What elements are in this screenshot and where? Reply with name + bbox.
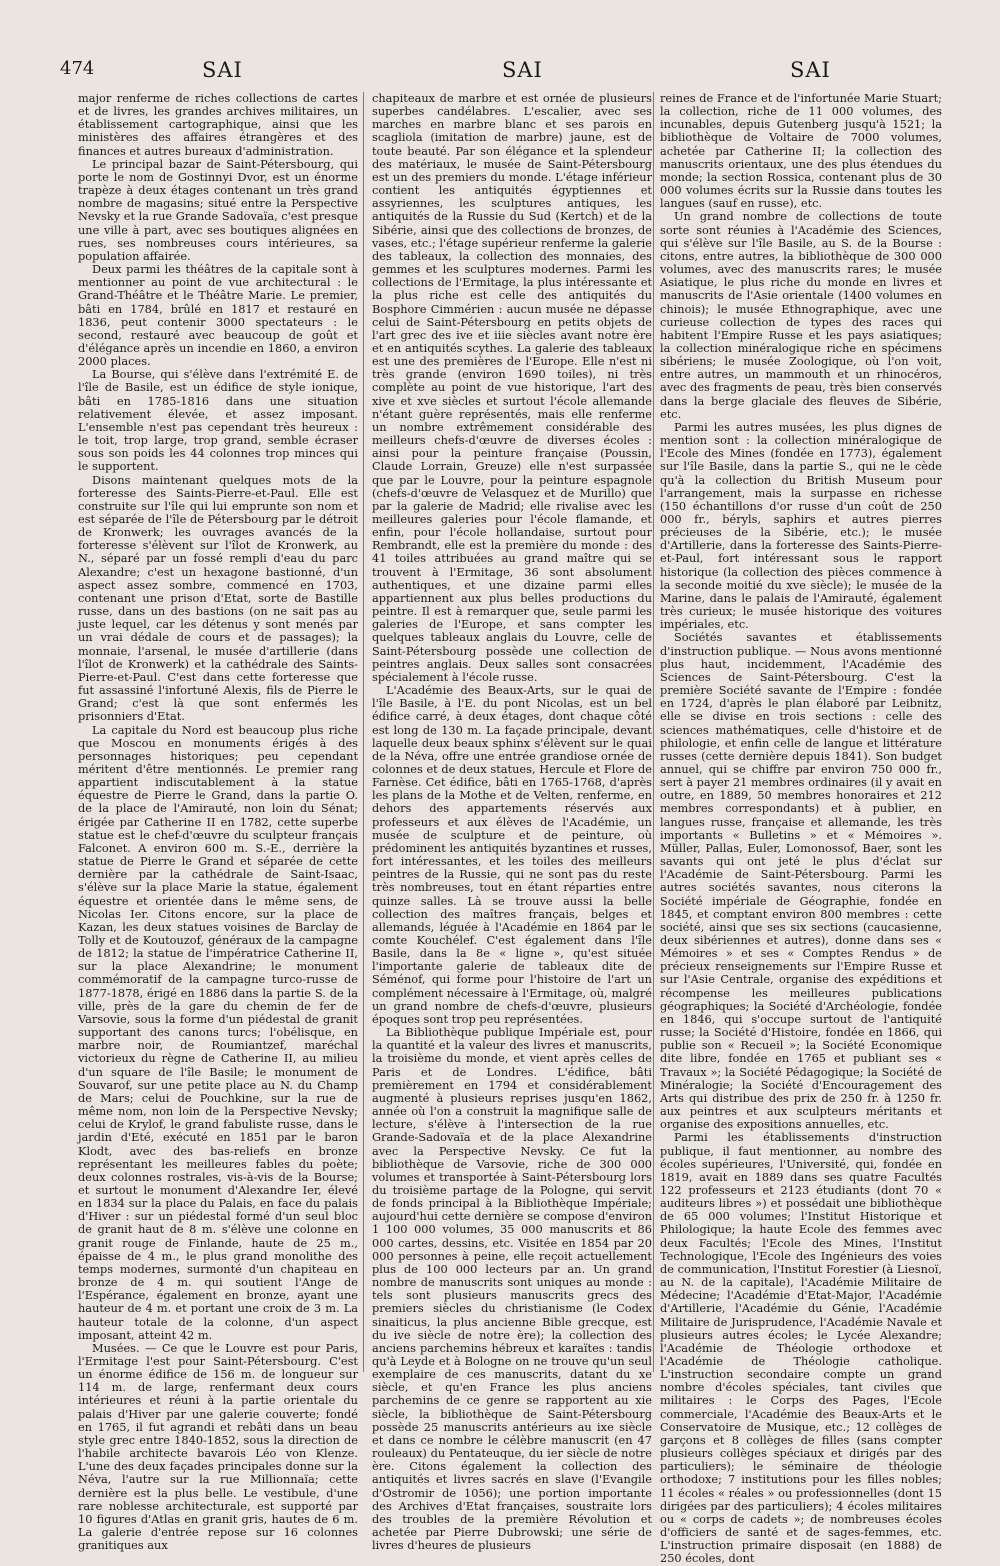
paragraph: Disons maintenant quelques mots de la forteresse des Saints-Pierre-et-Paul. Elle est construite sur l'île qui lui emprunte son nom et est séparée de l'île de Pétersbourg par le détroit de Kronwerk; les ouvrages avancés de la forteresse s'élèvent sur l'îlot de Kronwerk, au N., séparé par un fossé rempli d'eau du parc Alexandre; c'est un hexagone bastionné, d'un aspect assez sombre, commencé en 1703, contenant une prison d'Etat, sorte de Bastille russe, dans un des bastions (on ne sait pas au juste lequel, car les détenus y sont menés par un vrai dédale de cours et de passages); la monnaie, l'arsenal, le musée d'artillerie (dans l'îlot de Kronwerk) et la cathédrale des Saints-Pierre-et-Paul. C'est dans cette forteresse que fut assassiné l'infortuné Alexis, fils de Pierre le Grand; c'est là que sont enfermés les prisonniers d'Etat. [78,472,358,724]
running-header [60,50,940,90]
headword-left: SAI [202,58,243,82]
column-divider [653,92,654,1372]
paragraph: chapiteaux de marbre et est ornée de plusieurs superbes candélabres. L'escalier, avec ses marches en marbre blanc et ses parois en scagliola (imitation de marbre) jaune, est de toute beauté. Par son élégance et la splendeur des matériaux, le musée de Saint-Pétersbourg est un des premiers du monde. L'étage inférieur contient les antiquités égyptiennes et assyriennes, les sculptures antiques, les antiquités de la Russie du Sud (Kertch) et de la Sibérie, ainsi que des collections de bronzes, de vases, etc.; l'étage supérieur renferme la galerie des tableaux, la collection des monnaies, des gemmes et les sculptures modernes. Parmi les collections de l'Ermitage, la plus intéressante et la plus riche est celle des antiquités du Bosphore Cimmérien : aucun musée ne dépasse celui de Saint-Pétersbourg en petits objets de l'art grec des ive et iiie siècles avant notre ère et en antiquités scythes. La galerie des tableaux est une des premières de l'Europe. Elle n'est ni très grande (environ 1690 toiles), ni très complète au point de vue historique, l'art des xive et xve siècles et surtout l'école allemande n'étant guère représentés, mais elle renferme un nombre extrêmement considérable des meilleurs chefs-d'œuvre de diverses écoles : ainsi pour la peinture française (Poussin, Claude Lorrain, Greuze) elle n'est surpassée que par le Louvre, pour la peinture espagnole (chefs-d'œuvre de Velasquez et de Murillo) que par la galerie de Madrid; elle rivalise avec les meilleures galeries pour l'école flamande, et enfin, pour l'école hollandaise, surtout pour Rembrandt, elle est la première du monde : des 41 toiles attribuées au grand maître qui se trouvent à l'Ermitage, 36 sont absolument authentiques, et une dizaine parmi elles appartiennent aux plus belles productions du peintre. Il est à remarquer que, seule parmi les galeries de l'Europe, et sans compter les quelques tableaux anglais du Louvre, celle de Saint-Pétersbourg possède une collection de peintres anglais. Deux salles sont consacrées spécialement à l'école russe. [372,91,652,684]
paragraph: major renferme de riches collections de cartes et de livres, les grandes archives militaires, un établissement cartographique, ainsi que les ministères des affaires étrangères et des finances et autres bureaux d'administration. [78,91,358,158]
paragraph: Musées. — Ce que le Louvre est pour Paris, l'Ermitage l'est pour Saint-Pétersbourg. C'est un énorme édifice de 156 m. de longueur sur 114 m. de large, renfermant deux cours intérieures et réuni à la partie orientale du palais d'Hiver par une galerie couverte; fondé en 1765, il fut agrandi et rebâti dans un beau style grec entre 1840-1852, sous la direction de l'habile architecte bavarois Léo von Klenze. L'une des deux façades principales donne sur la Néva, l'autre sur la rue Millionnaïa; cette dernière est la plus belle. Le vestibule, d'une rare noblesse architecturale, est supporté par 10 figures d'Atlas en granit gris, hautes de 6 m. La galerie d'entrée repose sur 16 colonnes granitiques aux [78,1340,358,1553]
headword-right: SAI [790,58,831,82]
paragraph: Un grand nombre de collections de toute sorte sont réunies à l'Académie des Sciences, qui s'élève sur l'île Basile, au S. de la Bourse : citons, entre autres, la bibliothèque de 300 000 volumes, avec des manuscrits rares; le musée Asiatique, le plus riche du monde en livres et manuscrits de l'Asie orientale (1400 volumes en chinois); le musée Ethnographique, avec une curieuse collection de types des races qui habitent l'Empire Russe et les pays asiatiques; la collection minéralogique riche en spécimens sibériens; le musée Zoologique, où l'on voit, entre autres, un mammouth et un rhinocéros, avec des fragments de peau, très bien conservés dans la berge glaciale des fleuves de Sibérie, etc. [660,209,942,421]
paragraph: Sociétés savantes et établissements d'instruction publique. — Nous avons mentionné plus haut, incidemment, l'Académie des Sciences de Saint-Pétersbourg. C'est la première Société savante de l'Empire : fondée en 1724, d'après le plan élaboré par Leibnitz, elle se divise en trois sections : celle des sciences mathématiques, celle d'histoire et de philologie, et enfin celle de langue et littérature russes (cette dernière depuis 1841). Son budget annuel, qui se chiffre par environ 750 000 fr., sert à payer 21 membres ordinaires (il y avait en outre, en 1889, 50 membres honoraires et 212 membres correspondants) et à publier, en langues russe, française et allemande, les très importants « Bulletins » et « Mémoires ». Müller, Pallas, Euler, Lomonossof, Baer, sont les savants qui ont jeté le plus d'éclat sur l'Académie de Saint-Pétersbourg. Parmi les autres sociétés savantes, nous citerons la Société impériale de Géographie, fondée en 1845, et comptant environ 800 membres : cette société, ainsi que ses six sections (caucasienne, deux sibériennes et autres), donne dans ses « Mémoires » et ses « Comptes Rendus » de précieux renseignements sur l'Empire Russe et sur l'Asie Centrale, organise des expéditions et récompense les meilleures publications géographiques; la Société d'Archéologie, fondée en 1846, qui s'occupe surtout de l'antiquité russe; la Société d'Histoire, fondée en 1866, qui publie son « Recueil »; la Société Economique dite libre, fondée en 1765 et publiant ses « Travaux »; la Société Pédagogique; la Société de Minéralogie; la Société d'Encouragement des Arts qui distribue des prix de 250 fr. à 1250 fr. aux peintres et aux sculpteurs méritants et organise des expositions annuelles, etc. [660,630,942,1132]
paragraph: Parmi les établissements d'instruction publique, il faut mentionner, au nombre des écoles supérieures, l'Université, qui, fondée en 1819, avait en 1889 dans ses quatre Facultés 122 professeurs et 2123 étudiants (dont 70 « auditeurs libres ») et possédait une bibliothèque de 65 000 volumes; l'Institut Historique et Philologique; la haute Ecole des femmes avec deux Facultés; l'Ecole des Mines, l'Institut Technologique, l'Ecole des Ingénieurs des voies de communication, l'Institut Forestier (à Liesnoï, au N. de la capitale), l'Académie Militaire de Médecine; l'Académie d'Etat-Major, l'Académie d'Artillerie, l'Académie du Génie, l'Académie Militaire de Jurisprudence, l'Académie Navale et plusieurs autres écoles; le Lycée Alexandre; l'Académie de Théologie orthodoxe et l'Académie de Théologie catholique. L'instruction secondaire compte un grand nombre d'écoles spéciales, tant civiles que militaires : le Corps des Pages, l'Ecole commerciale, l'Académie des Beaux-Arts et le Conservatoire de Musique, etc.; 12 collèges de garçons et 8 collèges de filles (sans compter plusieurs collèges spéciaux et dirigés par des particuliers); le séminaire de théologie orthodoxe; 7 institutions pour les filles nobles; 11 écoles « réales » ou professionnelles (dont 15 dirigées par des particuliers); 4 écoles militaires ou « corps de cadets »; de nombreuses écoles d'officiers de santé et de sages-femmes, etc. L'instruction primaire disposait (en 1888) de 250 écoles, dont [660,1130,942,1566]
column-divider [363,92,364,1372]
paragraph: Le principal bazar de Saint-Pétersbourg, qui porte le nom de Gostinnyi Dvor, est un énorme trapèze à deux étages contenant un très grand nombre de magasins; situé entre la Perspective Nevsky et la rue Grande Sadovaïa, c'est presque une ville à part, avec ses boutiques alignées en rues, ses nombreuses cours intérieures, sa population affairée. [78,156,358,263]
paragraph: La Bibliothèque publique Impériale est, pour la quantité et la valeur des livres et manuscrits, la troisième du monde, et vient après celles de Paris et de Londres. L'édifice, bâti premièrement en 1794 et considérablement augmenté à plusieurs reprises jusqu'en 1862, année où l'on a construit la magnifique salle de lecture, s'élève à l'intersection de la rue Grande-Sadovaïa et de la place Alexandrine avec la Perspective Nevsky. Ce fut la bibliothèque de Varsovie, riche de 300 000 volumes et transportée à Saint-Pétersbourg lors du troisième partage de la Pologne, qui servit de fonds principal à la Bibliothèque Impériale; aujourd'hui cette dernière se compose d'environ 1 100 000 volumes, 35 000 manuscrits et 86 000 cartes, dessins, etc. Visitée en 1854 par 20 000 personnes à peine, elle reçoit actuellement plus de 100 000 lecteurs par an. Un grand nombre de manuscrits sont uniques au monde : tels sont plusieurs manuscrits grecs des premiers siècles du christianisme (le Codex sinaiticus, la plus ancienne Bible grecque, est du ive siècle de notre ère); la collection des anciens parchemins hébreux et karaïtes : tandis qu'à Leyde et à Bologne on ne trouve qu'un seul exemplaire de ces manuscrits, datant du xe siècle, et qu'en France les plus anciens parchemins de ce genre se rapportent au xie siècle, la bibliothèque de Saint-Pétersbourg possède 25 manuscrits antérieurs au ixe siècle et dans ce nombre le célèbre manuscrit (en 47 rouleaux) du Pentateuque, du ier siècle de notre ère. Citons également la collection des antiquités et livres sacrés en slave (l'Evangile d'Ostromir de 1056); une portion importante des Archives d'Etat françaises, soustraite lors des troubles de la première Révolution et achetée par Pierre Dubrowski; une série de livres d'heures de plusieurs [372,1025,652,1553]
text-column-1 [78,91,358,1553]
paragraph: La Bourse, qui s'élève dans l'extrémité E. de l'île de Basile, est un édifice de style ionique, bâti en 1785-1816 dans une situation relativement élevée, et assez imposant. L'ensemble n'est pas cependant très heureux : le toit, trop large, trop grand, semble écraser sous son poids les 44 colonnes trop minces qui le supportent. [78,367,358,474]
paragraph: La capitale du Nord est beaucoup plus riche que Moscou en monuments érigés à des personnages historiques; peu cependant méritent d'être mentionnés. Le premier rang appartient indiscutablement à la statue équestre de Pierre le Grand, dans la partie O. de la place de l'Amirauté, non loin du Sénat; érigée par Catherine II en 1782, cette superbe statue est le chef-d'œuvre du sculpteur français Falconet. A environ 600 m. S.-E., derrière la statue de Pierre le Grand et séparée de cette dernière par la cathédrale de Saint-Isaac, s'élève sur la place Marie la statue, également équestre et orientée dans le même sens, de Nicolas Ier. Citons encore, sur la place de Kazan, les deux statues voisines de Barclay de Tolly et de Koutouzof, généraux de la campagne de 1812; la statue de l'impératrice Catherine II, sur la place Alexandrine; le monument commémoratif de la campagne turco-russe de 1877-1878, érigé en 1886 dans la partie S. de la ville, près de la gare du chemin de fer de Varsovie, sous la forme d'un piédestal de granit supportant des canons turcs; l'obélisque, en marbre noir, de Roumiantzef, maréchal victorieux du règne de Catherine II, au milieu d'un square de l'île Basile; le monument de Souvarof, sur une petite place au N. du Champ de Mars; celui de Pouchkine, sur la rue de même nom, non loin de la Perspective Nevsky; celui de Krylof, le grand fabuliste russe, dans le jardin d'Eté, exécuté en 1851 par le baron Klodt, avec des bas-reliefs en bronze représentant les meilleures fables du poète; deux colonnes rostrales, vis-à-vis de la Bourse; et surtout le monument d'Alexandre Ier, élevé en 1834 sur la place du Palais, en face du palais d'Hiver : sur un piédestal formé d'un seul bloc de granit haut de 8 m. s'élève une colonne en granit rouge de Finlande, haute de 25 m., épaisse de 4 m., le plus grand monolithe des temps modernes, surmonté d'un chapiteau en bronze de 4 m. qui soutient l'Ange de l'Espérance, également en bronze, ayant une hauteur de 4 m. et portant une croix de 3 m. La hauteur totale de la colonne, d'un aspect imposant, atteint 42 m. [78,722,358,1342]
text-column-3 [660,91,942,1566]
paragraph: reines de France et de l'infortunée Marie Stuart; la collection, riche de 11 000 volumes, des incunables, depuis Gutenberg jusqu'à 1521; la bibliothèque de Voltaire de 7000 volumes, achetée par Catherine II; la collection des manuscrits orientaux, une des plus étendues du monde; la section Rossica, contenant plus de 30 000 volumes écrits sur la Russie dans toutes les langues (sauf en russe), etc. [660,91,942,211]
text-column-2 [372,91,652,1553]
headword-center: SAI [502,58,543,82]
paragraph: Deux parmi les théâtres de la capitale sont à mentionner au point de vue architectural : le Grand-Théâtre et le Théâtre Marie. Le premier, bâti en 1784, brûlé en 1817 et restauré en 1836, peut contenir 3000 spectateurs : le second, restauré avec beaucoup de goût et d'élégance après un incendie en 1860, a environ 2000 places. [78,262,358,369]
page-number: 474 [60,58,95,79]
paragraph: L'Académie des Beaux-Arts, sur le quai de l'île Basile, à l'E. du pont Nicolas, est un bel édifice carré, à deux étages, dont chaque côté est long de 130 m. La façade principale, devant laquelle deux beaux sphinx s'élèvent sur le quai de la Néva, offre une entrée grandiose ornée de colonnes et de deux statues, Hercule et Flore de Farnèse. Cet édifice, bâti en 1765-1768, d'après les plans de la Mothe et de Velten, renferme, en dehors des appartements réservés aux professeurs et aux élèves de l'Académie, un musée de sculpture et de peinture, où prédominent les antiquités byzantines et russes, fort intéressantes, et les toiles des meilleurs peintres de la Russie, qui ne sont pas du reste très nombreuses, tout en étant réparties entre quinze salles. Là se trouve aussi la belle collection des maîtres français, belges et allemands, léguée à l'Académie en 1864 par le comte Kouchélef. C'est également dans l'île Basile, dans la 8e « ligne », qu'est située l'importante galerie de tableaux dite de Séménof, qui forme pour l'histoire de l'art un complément nécessaire à l'Ermitage, où, malgré un grand nombre de chefs-d'œuvre, plusieurs époques sont trop peu représentées. [372,683,652,1026]
paragraph: Parmi les autres musées, les plus dignes de mention sont : la collection minéralogique de l'Ecole des Mines (fondée en 1773), également sur l'île Basile, dans la partie S., qui ne le cède qu'à la collection du British Museum pour l'arrangement, mais la surpasse en richesse (150 échantillons d'or russe d'un coût de 250 000 fr., béryls, saphirs et autres pierres précieuses de la Sibérie, etc.); le musée d'Artillerie, dans la forteresse des Saints-Pierre-et-Paul, fort intéressant sous le rapport historique (la collection des pièces commence à la seconde moitié du xve siècle); le musée de la Marine, dans le palais de l'Amirauté, également très curieux; le musée historique des voitures impériales, etc. [660,419,942,632]
